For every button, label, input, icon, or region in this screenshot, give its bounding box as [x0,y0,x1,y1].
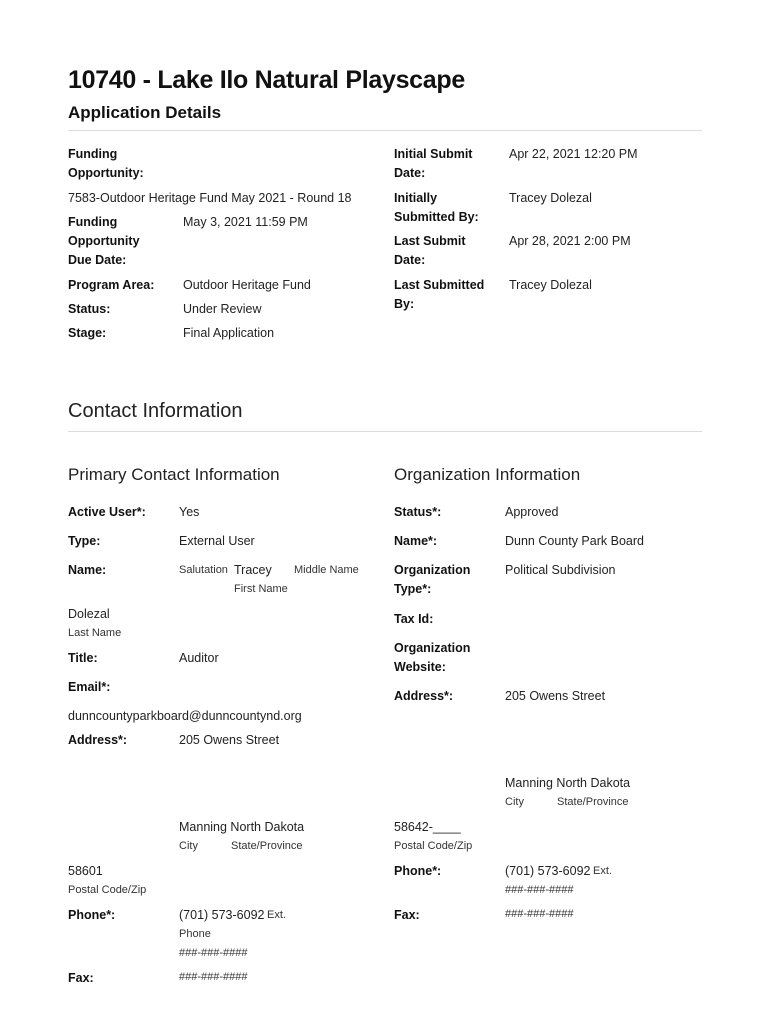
last-submit-label-cont: Date: [394,253,426,267]
zip-caption: Postal Code/Zip [68,884,147,896]
divider [68,431,702,432]
org-status-label: Status*: [394,505,442,519]
org-website-label-cont: Website: [394,660,446,674]
state-caption: State/Province [231,840,303,852]
phone-caption: Phone [179,928,211,940]
fax-value: ###-###-#### [179,971,248,983]
org-address-value: 205 Owens Street [505,689,606,703]
last-submitted-by-value: Tracey Dolezal [509,278,592,292]
org-phone-value: (701) 573-6092 [505,864,591,878]
funding-opportunity-label-cont: Opportunity: [68,166,144,180]
active-user-value: Yes [179,505,200,519]
initially-submitted-by-value: Tracey Dolezal [509,191,592,205]
divider [68,130,702,131]
type-label: Type: [68,534,101,548]
organization-heading: Organization Information [394,465,581,484]
initial-submit-label-cont: Date: [394,166,426,180]
org-phone-label: Phone*: [394,864,442,878]
org-zip-value: 58642-____ [394,820,461,834]
due-date-label: Funding [68,215,118,229]
city-caption: City [179,840,198,852]
first-name-caption: First Name [234,583,288,595]
phone-ext-caption: Ext. [267,909,286,921]
page-title: 10740 - Lake Ilo Natural Playscape [68,66,465,94]
initially-submitted-by-label-cont: Submitted By: [394,210,479,224]
org-name-value: Dunn County Park Board [505,534,644,548]
org-state-caption: State/Province [557,796,629,808]
status-label: Status: [68,302,111,316]
org-status-value: Approved [505,505,559,519]
org-website-label: Organization [394,641,471,655]
phone-value: (701) 573-6092 [179,908,265,922]
zip-value: 58601 [68,864,103,878]
initial-submit-label: Initial Submit [394,147,473,161]
phone-label: Phone*: [68,908,116,922]
contact-information-heading: Contact Information [68,400,243,422]
city-state-value: Manning North Dakota [179,820,305,834]
org-type-value: Political Subdivision [505,563,616,577]
last-submit-value: Apr 28, 2021 2:00 PM [509,234,631,248]
tax-id-label: Tax Id: [394,612,434,626]
last-submit-label: Last Submit [394,234,466,248]
email-value: dunncountyparkboard@dunncountynd.org [68,709,302,723]
last-submitted-by-label-cont: By: [394,297,415,311]
org-fax-label: Fax: [394,908,420,922]
funding-opportunity-label: Funding [68,147,118,161]
last-name-caption: Last Name [68,627,122,639]
salutation-caption: Salutation [179,564,228,576]
org-fax-value: ###-###-#### [505,908,574,920]
due-date-value: May 3, 2021 11:59 PM [183,215,308,229]
middle-name-caption: Middle Name [294,564,359,576]
title-label: Title: [68,651,98,665]
funding-opportunity-value: 7583-Outdoor Heritage Fund May 2021 - Round 18 [68,191,352,205]
initially-submitted-by-label: Initially [394,191,438,205]
org-city-state-value: Manning North Dakota [505,776,631,790]
due-date-label-cont: Opportunity [68,234,140,248]
stage-label: Stage: [68,326,107,340]
first-name-value: Tracey [234,563,272,577]
address-label: Address*: [68,733,128,747]
phone-mask: ###-###-#### [179,947,248,959]
title-value: Auditor [179,651,219,665]
last-name-value: Dolezal [68,607,110,621]
org-phone-mask: ###-###-#### [505,884,574,896]
org-type-label: Organization [394,563,471,577]
active-user-label: Active User*: [68,505,146,519]
application-details-heading: Application Details [68,103,222,122]
name-label: Name: [68,563,107,577]
program-area-label: Program Area: [68,278,155,292]
type-value: External User [179,534,255,548]
org-type-label-cont: Type*: [394,582,432,596]
last-submitted-by-label: Last Submitted [394,278,485,292]
org-name-label: Name*: [394,534,438,548]
org-zip-caption: Postal Code/Zip [394,840,473,852]
org-address-label: Address*: [394,689,454,703]
org-city-caption: City [505,796,524,808]
address-value: 205 Owens Street [179,733,280,747]
program-area-value: Outdoor Heritage Fund [183,278,311,292]
initial-submit-value: Apr 22, 2021 12:20 PM [509,147,638,161]
due-date-label-cont2: Due Date: [68,253,127,267]
fax-label: Fax: [68,971,94,985]
email-label: Email*: [68,680,111,694]
org-phone-ext-caption: Ext. [593,865,612,877]
stage-value: Final Application [183,326,275,340]
status-value: Under Review [183,302,262,316]
primary-contact-heading: Primary Contact Information [68,465,280,484]
